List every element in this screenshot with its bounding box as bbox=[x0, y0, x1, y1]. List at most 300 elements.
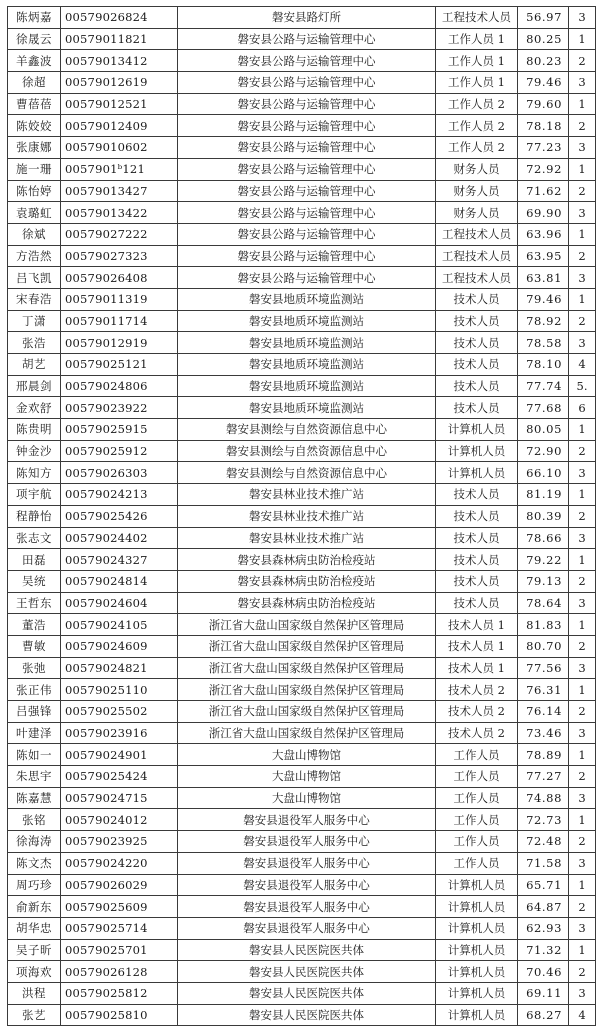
table-row bbox=[8, 7, 596, 29]
exam-ticket-number-cell: 00579025502 bbox=[61, 701, 178, 723]
candidate-name-cell: 张康娜 bbox=[8, 137, 61, 159]
exam-ticket-number-cell: 00579013422 bbox=[61, 202, 178, 224]
rank-number-cell: 3 bbox=[569, 982, 596, 1004]
employer-unit-cell: 磐安县人民医院医共体 bbox=[178, 982, 436, 1004]
employer-unit-cell: 磐安县公路与运输管理中心 bbox=[178, 223, 436, 245]
table-row bbox=[8, 635, 596, 657]
table-row bbox=[8, 462, 596, 484]
candidate-name-cell: 陈贵明 bbox=[8, 419, 61, 441]
exam-ticket-number-cell: 00579024213 bbox=[61, 484, 178, 506]
job-post-cell: 技术人员 bbox=[436, 332, 518, 354]
exam-ticket-number-cell: 00579025812 bbox=[61, 982, 178, 1004]
table-row bbox=[8, 874, 596, 896]
job-post-cell: 技术人员 2 bbox=[436, 722, 518, 744]
exam-ticket-number-cell: 00579025701 bbox=[61, 939, 178, 961]
exam-ticket-number-cell: 00579026128 bbox=[61, 961, 178, 983]
exam-ticket-number-cell: 00579024715 bbox=[61, 787, 178, 809]
job-post-cell: 技术人员 bbox=[436, 505, 518, 527]
exam-ticket-number-cell: 00579011821 bbox=[61, 28, 178, 50]
candidate-name-cell: 胡艺 bbox=[8, 354, 61, 376]
candidate-name-cell: 陈怡婷 bbox=[8, 180, 61, 202]
table-row bbox=[8, 397, 596, 419]
exam-ticket-number-cell: 00579012521 bbox=[61, 93, 178, 115]
table-row bbox=[8, 961, 596, 983]
total-score-cell: 71.58 bbox=[518, 852, 569, 874]
table-row bbox=[8, 614, 596, 636]
total-score-cell: 80.39 bbox=[518, 505, 569, 527]
total-score-cell: 72.90 bbox=[518, 440, 569, 462]
employer-unit-cell: 浙江省大盘山国家级自然保护区管理局 bbox=[178, 679, 436, 701]
rank-number-cell: 2 bbox=[569, 766, 596, 788]
exam-ticket-number-cell: 00579024220 bbox=[61, 852, 178, 874]
job-post-cell: 计算机人员 bbox=[436, 982, 518, 1004]
rank-number-cell: 1 bbox=[569, 614, 596, 636]
total-score-cell: 63.95 bbox=[518, 245, 569, 267]
table-row bbox=[8, 440, 596, 462]
candidate-name-cell: 吕飞凯 bbox=[8, 267, 61, 289]
job-post-cell: 技术人员 2 bbox=[436, 701, 518, 723]
rank-number-cell: 1 bbox=[569, 679, 596, 701]
candidate-name-cell: 邢晨剑 bbox=[8, 375, 61, 397]
employer-unit-cell: 磐安县测绘与自然资源信息中心 bbox=[178, 440, 436, 462]
total-score-cell: 73.46 bbox=[518, 722, 569, 744]
candidate-name-cell: 羊鑫波 bbox=[8, 50, 61, 72]
rank-number-cell: 3 bbox=[569, 917, 596, 939]
job-post-cell: 工作人员 bbox=[436, 787, 518, 809]
table-row bbox=[8, 744, 596, 766]
exam-ticket-number-cell: 00579026029 bbox=[61, 874, 178, 896]
total-score-cell: 76.31 bbox=[518, 679, 569, 701]
total-score-cell: 78.64 bbox=[518, 592, 569, 614]
job-post-cell: 工作人员 1 bbox=[436, 72, 518, 94]
table-row bbox=[8, 896, 596, 918]
exam-ticket-number-cell: 00579012409 bbox=[61, 115, 178, 137]
job-post-cell: 技术人员 bbox=[436, 527, 518, 549]
candidate-name-cell: 曹敏 bbox=[8, 635, 61, 657]
results-table bbox=[7, 6, 596, 1026]
rank-number-cell: 3 bbox=[569, 462, 596, 484]
exam-ticket-number-cell: 00579025424 bbox=[61, 766, 178, 788]
candidate-name-cell: 陈知方 bbox=[8, 462, 61, 484]
total-score-cell: 80.70 bbox=[518, 635, 569, 657]
candidate-name-cell: 宋春浩 bbox=[8, 288, 61, 310]
candidate-name-cell: 吴统 bbox=[8, 570, 61, 592]
total-score-cell: 80.05 bbox=[518, 419, 569, 441]
table-row bbox=[8, 917, 596, 939]
total-score-cell: 66.10 bbox=[518, 462, 569, 484]
candidate-name-cell: 周巧珍 bbox=[8, 874, 61, 896]
exam-ticket-number-cell: 00579024814 bbox=[61, 570, 178, 592]
exam-ticket-number-cell: 00579026824 bbox=[61, 7, 178, 29]
table-row bbox=[8, 288, 596, 310]
exam-ticket-number-cell: 00579024609 bbox=[61, 635, 178, 657]
candidate-name-cell: 金欢舒 bbox=[8, 397, 61, 419]
exam-ticket-number-cell: 00579011714 bbox=[61, 310, 178, 332]
employer-unit-cell: 磐安县地质环境监测站 bbox=[178, 375, 436, 397]
job-post-cell: 技术人员 1 bbox=[436, 657, 518, 679]
table-row bbox=[8, 484, 596, 506]
job-post-cell: 技术人员 bbox=[436, 592, 518, 614]
employer-unit-cell: 磐安县测绘与自然资源信息中心 bbox=[178, 462, 436, 484]
exam-ticket-number-cell: 00579024901 bbox=[61, 744, 178, 766]
employer-unit-cell: 磐安县公路与运输管理中心 bbox=[178, 267, 436, 289]
employer-unit-cell: 磐安县公路与运输管理中心 bbox=[178, 245, 436, 267]
candidate-name-cell: 张正伟 bbox=[8, 679, 61, 701]
employer-unit-cell: 磐安县退役军人服务中心 bbox=[178, 809, 436, 831]
job-post-cell: 工作人员 1 bbox=[436, 28, 518, 50]
job-post-cell: 工作人员 bbox=[436, 766, 518, 788]
job-post-cell: 技术人员 1 bbox=[436, 635, 518, 657]
candidate-name-cell: 项宇航 bbox=[8, 484, 61, 506]
exam-ticket-number-cell: 00579025915 bbox=[61, 419, 178, 441]
exam-ticket-number-cell: 00579025810 bbox=[61, 1004, 178, 1026]
job-post-cell: 工程技术人员 bbox=[436, 223, 518, 245]
rank-number-cell: 1 bbox=[569, 809, 596, 831]
table-row bbox=[8, 245, 596, 267]
table-row bbox=[8, 657, 596, 679]
table-row bbox=[8, 679, 596, 701]
employer-unit-cell: 磐安县人民医院医共体 bbox=[178, 961, 436, 983]
employer-unit-cell: 磐安县公路与运输管理中心 bbox=[178, 93, 436, 115]
table-row bbox=[8, 28, 596, 50]
exam-ticket-number-cell: 00579025426 bbox=[61, 505, 178, 527]
exam-ticket-number-cell: 00579024821 bbox=[61, 657, 178, 679]
employer-unit-cell: 磐安县公路与运输管理中心 bbox=[178, 180, 436, 202]
exam-ticket-number-cell: 00579024105 bbox=[61, 614, 178, 636]
rank-number-cell: 1 bbox=[569, 549, 596, 571]
employer-unit-cell: 浙江省大盘山国家级自然保护区管理局 bbox=[178, 614, 436, 636]
table-row bbox=[8, 310, 596, 332]
total-score-cell: 63.96 bbox=[518, 223, 569, 245]
total-score-cell: 69.90 bbox=[518, 202, 569, 224]
candidate-name-cell: 陈文杰 bbox=[8, 852, 61, 874]
employer-unit-cell: 浙江省大盘山国家级自然保护区管理局 bbox=[178, 635, 436, 657]
rank-number-cell: 1 bbox=[569, 939, 596, 961]
candidate-name-cell: 王哲东 bbox=[8, 592, 61, 614]
total-score-cell: 72.73 bbox=[518, 809, 569, 831]
total-score-cell: 80.25 bbox=[518, 28, 569, 50]
total-score-cell: 79.13 bbox=[518, 570, 569, 592]
rank-number-cell: 2 bbox=[569, 505, 596, 527]
table-row bbox=[8, 592, 596, 614]
table-row bbox=[8, 722, 596, 744]
rank-number-cell: 2 bbox=[569, 896, 596, 918]
table-row bbox=[8, 701, 596, 723]
rank-number-cell: 3 bbox=[569, 267, 596, 289]
job-post-cell: 工作人员 bbox=[436, 809, 518, 831]
exam-ticket-number-cell: 00579025110 bbox=[61, 679, 178, 701]
employer-unit-cell: 磐安县路灯所 bbox=[178, 7, 436, 29]
job-post-cell: 财务人员 bbox=[436, 202, 518, 224]
candidate-name-cell: 徐超 bbox=[8, 72, 61, 94]
table-row bbox=[8, 852, 596, 874]
candidate-name-cell: 叶建泽 bbox=[8, 722, 61, 744]
exam-ticket-number-cell: 0057901ᵇ121 bbox=[61, 158, 178, 180]
table-row bbox=[8, 527, 596, 549]
rank-number-cell: 2 bbox=[569, 245, 596, 267]
total-score-cell: 78.18 bbox=[518, 115, 569, 137]
job-post-cell: 技术人员 bbox=[436, 354, 518, 376]
table-row bbox=[8, 375, 596, 397]
employer-unit-cell: 磐安县公路与运输管理中心 bbox=[178, 28, 436, 50]
table-row bbox=[8, 505, 596, 527]
employer-unit-cell: 大盘山博物馆 bbox=[178, 766, 436, 788]
employer-unit-cell: 磐安县公路与运输管理中心 bbox=[178, 72, 436, 94]
table-row bbox=[8, 72, 596, 94]
candidate-name-cell: 张志文 bbox=[8, 527, 61, 549]
table-row bbox=[8, 93, 596, 115]
candidate-name-cell: 俞新东 bbox=[8, 896, 61, 918]
rank-number-cell: 1 bbox=[569, 744, 596, 766]
candidate-name-cell: 徐海涛 bbox=[8, 831, 61, 853]
job-post-cell: 工作人员 bbox=[436, 831, 518, 853]
candidate-name-cell: 吕强锋 bbox=[8, 701, 61, 723]
candidate-name-cell: 陈如一 bbox=[8, 744, 61, 766]
table-row bbox=[8, 354, 596, 376]
job-post-cell: 计算机人员 bbox=[436, 896, 518, 918]
candidate-name-cell: 陈姣姣 bbox=[8, 115, 61, 137]
exam-ticket-number-cell: 00579025121 bbox=[61, 354, 178, 376]
job-post-cell: 财务人员 bbox=[436, 158, 518, 180]
exam-ticket-number-cell: 00579024806 bbox=[61, 375, 178, 397]
total-score-cell: 74.88 bbox=[518, 787, 569, 809]
total-score-cell: 81.83 bbox=[518, 614, 569, 636]
rank-number-cell: 2 bbox=[569, 701, 596, 723]
rank-number-cell: 1 bbox=[569, 223, 596, 245]
total-score-cell: 68.27 bbox=[518, 1004, 569, 1026]
table-row bbox=[8, 180, 596, 202]
candidate-name-cell: 张弛 bbox=[8, 657, 61, 679]
total-score-cell: 77.56 bbox=[518, 657, 569, 679]
exam-ticket-number-cell: 00579012619 bbox=[61, 72, 178, 94]
table-row bbox=[8, 419, 596, 441]
candidate-name-cell: 袁璐虹 bbox=[8, 202, 61, 224]
rank-number-cell: 3 bbox=[569, 332, 596, 354]
job-post-cell: 技术人员 bbox=[436, 484, 518, 506]
candidate-name-cell: 钟金沙 bbox=[8, 440, 61, 462]
rank-number-cell: 1 bbox=[569, 28, 596, 50]
rank-number-cell: 6 bbox=[569, 397, 596, 419]
rank-number-cell: 2 bbox=[569, 310, 596, 332]
exam-ticket-number-cell: 00579024604 bbox=[61, 592, 178, 614]
rank-number-cell: 3 bbox=[569, 137, 596, 159]
total-score-cell: 79.22 bbox=[518, 549, 569, 571]
rank-number-cell: 1 bbox=[569, 874, 596, 896]
job-post-cell: 技术人员 1 bbox=[436, 614, 518, 636]
employer-unit-cell: 大盘山博物馆 bbox=[178, 787, 436, 809]
rank-number-cell: 2 bbox=[569, 115, 596, 137]
employer-unit-cell: 磐安县地质环境监测站 bbox=[178, 288, 436, 310]
total-score-cell: 77.23 bbox=[518, 137, 569, 159]
rank-number-cell: 4 bbox=[569, 1004, 596, 1026]
rank-number-cell: 1 bbox=[569, 419, 596, 441]
total-score-cell: 78.58 bbox=[518, 332, 569, 354]
total-score-cell: 79.46 bbox=[518, 72, 569, 94]
exam-ticket-number-cell: 00579010602 bbox=[61, 137, 178, 159]
employer-unit-cell: 浙江省大盘山国家级自然保护区管理局 bbox=[178, 657, 436, 679]
rank-number-cell: 4 bbox=[569, 354, 596, 376]
exam-ticket-number-cell: 00579012919 bbox=[61, 332, 178, 354]
employer-unit-cell: 浙江省大盘山国家级自然保护区管理局 bbox=[178, 722, 436, 744]
employer-unit-cell: 磐安县人民医院医共体 bbox=[178, 1004, 436, 1026]
job-post-cell: 工作人员 1 bbox=[436, 50, 518, 72]
candidate-name-cell: 方浩然 bbox=[8, 245, 61, 267]
candidate-name-cell: 曹蓓蓓 bbox=[8, 93, 61, 115]
job-post-cell: 工作人员 2 bbox=[436, 115, 518, 137]
employer-unit-cell: 磐安县退役军人服务中心 bbox=[178, 917, 436, 939]
total-score-cell: 63.81 bbox=[518, 267, 569, 289]
rank-number-cell: 2 bbox=[569, 440, 596, 462]
job-post-cell: 工作人员 2 bbox=[436, 93, 518, 115]
table-row bbox=[8, 787, 596, 809]
job-post-cell: 技术人员 bbox=[436, 570, 518, 592]
table-row bbox=[8, 223, 596, 245]
exam-ticket-number-cell: 00579027222 bbox=[61, 223, 178, 245]
rank-number-cell: 1 bbox=[569, 158, 596, 180]
job-post-cell: 工作人员 2 bbox=[436, 137, 518, 159]
job-post-cell: 工作人员 bbox=[436, 852, 518, 874]
employer-unit-cell: 磐安县地质环境监测站 bbox=[178, 332, 436, 354]
total-score-cell: 79.46 bbox=[518, 288, 569, 310]
candidate-name-cell: 田磊 bbox=[8, 549, 61, 571]
rank-number-cell: 2 bbox=[569, 180, 596, 202]
rank-number-cell: 3 bbox=[569, 202, 596, 224]
rank-number-cell: 3 bbox=[569, 7, 596, 29]
rank-number-cell: 3 bbox=[569, 657, 596, 679]
total-score-cell: 78.92 bbox=[518, 310, 569, 332]
employer-unit-cell: 磐安县林业技术推广站 bbox=[178, 484, 436, 506]
total-score-cell: 56.97 bbox=[518, 7, 569, 29]
exam-ticket-number-cell: 00579025714 bbox=[61, 917, 178, 939]
employer-unit-cell: 磐安县人民医院医共体 bbox=[178, 939, 436, 961]
table-row bbox=[8, 332, 596, 354]
rank-number-cell: 5. bbox=[569, 375, 596, 397]
job-post-cell: 工程技术人员 bbox=[436, 245, 518, 267]
exam-ticket-number-cell: 00579027323 bbox=[61, 245, 178, 267]
total-score-cell: 81.19 bbox=[518, 484, 569, 506]
total-score-cell: 62.93 bbox=[518, 917, 569, 939]
total-score-cell: 72.92 bbox=[518, 158, 569, 180]
employer-unit-cell: 磐安县森林病虫防治检疫站 bbox=[178, 592, 436, 614]
job-post-cell: 计算机人员 bbox=[436, 1004, 518, 1026]
employer-unit-cell: 磐安县森林病虫防治检疫站 bbox=[178, 549, 436, 571]
exam-ticket-number-cell: 00579026303 bbox=[61, 462, 178, 484]
job-post-cell: 计算机人员 bbox=[436, 939, 518, 961]
table-row bbox=[8, 809, 596, 831]
employer-unit-cell: 磐安县公路与运输管理中心 bbox=[178, 202, 436, 224]
candidate-name-cell: 徐晟云 bbox=[8, 28, 61, 50]
total-score-cell: 77.68 bbox=[518, 397, 569, 419]
job-post-cell: 工程技术人员 bbox=[436, 267, 518, 289]
table-row bbox=[8, 766, 596, 788]
job-post-cell: 计算机人员 bbox=[436, 874, 518, 896]
job-post-cell: 计算机人员 bbox=[436, 961, 518, 983]
employer-unit-cell: 磐安县林业技术推广站 bbox=[178, 527, 436, 549]
table-row bbox=[8, 982, 596, 1004]
exam-ticket-number-cell: 00579026408 bbox=[61, 267, 178, 289]
exam-ticket-number-cell: 00579023922 bbox=[61, 397, 178, 419]
total-score-cell: 64.87 bbox=[518, 896, 569, 918]
table-row bbox=[8, 570, 596, 592]
candidate-name-cell: 张浩 bbox=[8, 332, 61, 354]
job-post-cell: 计算机人员 bbox=[436, 917, 518, 939]
employer-unit-cell: 磐安县退役军人服务中心 bbox=[178, 852, 436, 874]
employer-unit-cell: 磐安县退役军人服务中心 bbox=[178, 831, 436, 853]
total-score-cell: 78.66 bbox=[518, 527, 569, 549]
rank-number-cell: 1 bbox=[569, 93, 596, 115]
table-row bbox=[8, 939, 596, 961]
job-post-cell: 财务人员 bbox=[436, 180, 518, 202]
results-sheet bbox=[7, 6, 596, 1026]
employer-unit-cell: 磐安县公路与运输管理中心 bbox=[178, 50, 436, 72]
candidate-name-cell: 张铭 bbox=[8, 809, 61, 831]
candidate-name-cell: 施一珊 bbox=[8, 158, 61, 180]
exam-ticket-number-cell: 00579025912 bbox=[61, 440, 178, 462]
rank-number-cell: 3 bbox=[569, 527, 596, 549]
candidate-name-cell: 徐斌 bbox=[8, 223, 61, 245]
rank-number-cell: 2 bbox=[569, 50, 596, 72]
employer-unit-cell: 大盘山博物馆 bbox=[178, 744, 436, 766]
total-score-cell: 70.46 bbox=[518, 961, 569, 983]
candidate-name-cell: 洪程 bbox=[8, 982, 61, 1004]
rank-number-cell: 3 bbox=[569, 852, 596, 874]
employer-unit-cell: 浙江省大盘山国家级自然保护区管理局 bbox=[178, 701, 436, 723]
rank-number-cell: 3 bbox=[569, 72, 596, 94]
employer-unit-cell: 磐安县林业技术推广站 bbox=[178, 505, 436, 527]
candidate-name-cell: 张艺 bbox=[8, 1004, 61, 1026]
employer-unit-cell: 磐安县地质环境监测站 bbox=[178, 397, 436, 419]
job-post-cell: 技术人员 bbox=[436, 397, 518, 419]
total-score-cell: 80.23 bbox=[518, 50, 569, 72]
rank-number-cell: 2 bbox=[569, 635, 596, 657]
exam-ticket-number-cell: 00579023916 bbox=[61, 722, 178, 744]
candidate-name-cell: 陈嘉慧 bbox=[8, 787, 61, 809]
job-post-cell: 计算机人员 bbox=[436, 440, 518, 462]
employer-unit-cell: 磐安县森林病虫防治检疫站 bbox=[178, 570, 436, 592]
candidate-name-cell: 丁潇 bbox=[8, 310, 61, 332]
candidate-name-cell: 胡华忠 bbox=[8, 917, 61, 939]
rank-number-cell: 2 bbox=[569, 961, 596, 983]
employer-unit-cell: 磐安县公路与运输管理中心 bbox=[178, 137, 436, 159]
total-score-cell: 78.89 bbox=[518, 744, 569, 766]
table-row bbox=[8, 549, 596, 571]
table-row bbox=[8, 115, 596, 137]
table-row bbox=[8, 158, 596, 180]
exam-ticket-number-cell: 00579025609 bbox=[61, 896, 178, 918]
table-row bbox=[8, 831, 596, 853]
job-post-cell: 技术人员 bbox=[436, 310, 518, 332]
employer-unit-cell: 磐安县地质环境监测站 bbox=[178, 310, 436, 332]
candidate-name-cell: 项海欢 bbox=[8, 961, 61, 983]
job-post-cell: 技术人员 2 bbox=[436, 679, 518, 701]
total-score-cell: 76.14 bbox=[518, 701, 569, 723]
employer-unit-cell: 磐安县公路与运输管理中心 bbox=[178, 115, 436, 137]
job-post-cell: 工作人员 bbox=[436, 744, 518, 766]
total-score-cell: 69.11 bbox=[518, 982, 569, 1004]
job-post-cell: 技术人员 bbox=[436, 288, 518, 310]
results-table-body bbox=[8, 7, 596, 1026]
total-score-cell: 71.62 bbox=[518, 180, 569, 202]
rank-number-cell: 3 bbox=[569, 592, 596, 614]
total-score-cell: 77.27 bbox=[518, 766, 569, 788]
exam-ticket-number-cell: 00579011319 bbox=[61, 288, 178, 310]
candidate-name-cell: 朱思宇 bbox=[8, 766, 61, 788]
total-score-cell: 77.74 bbox=[518, 375, 569, 397]
job-post-cell: 工程技术人员 bbox=[436, 7, 518, 29]
table-row bbox=[8, 1004, 596, 1026]
table-row bbox=[8, 137, 596, 159]
employer-unit-cell: 磐安县测绘与自然资源信息中心 bbox=[178, 419, 436, 441]
